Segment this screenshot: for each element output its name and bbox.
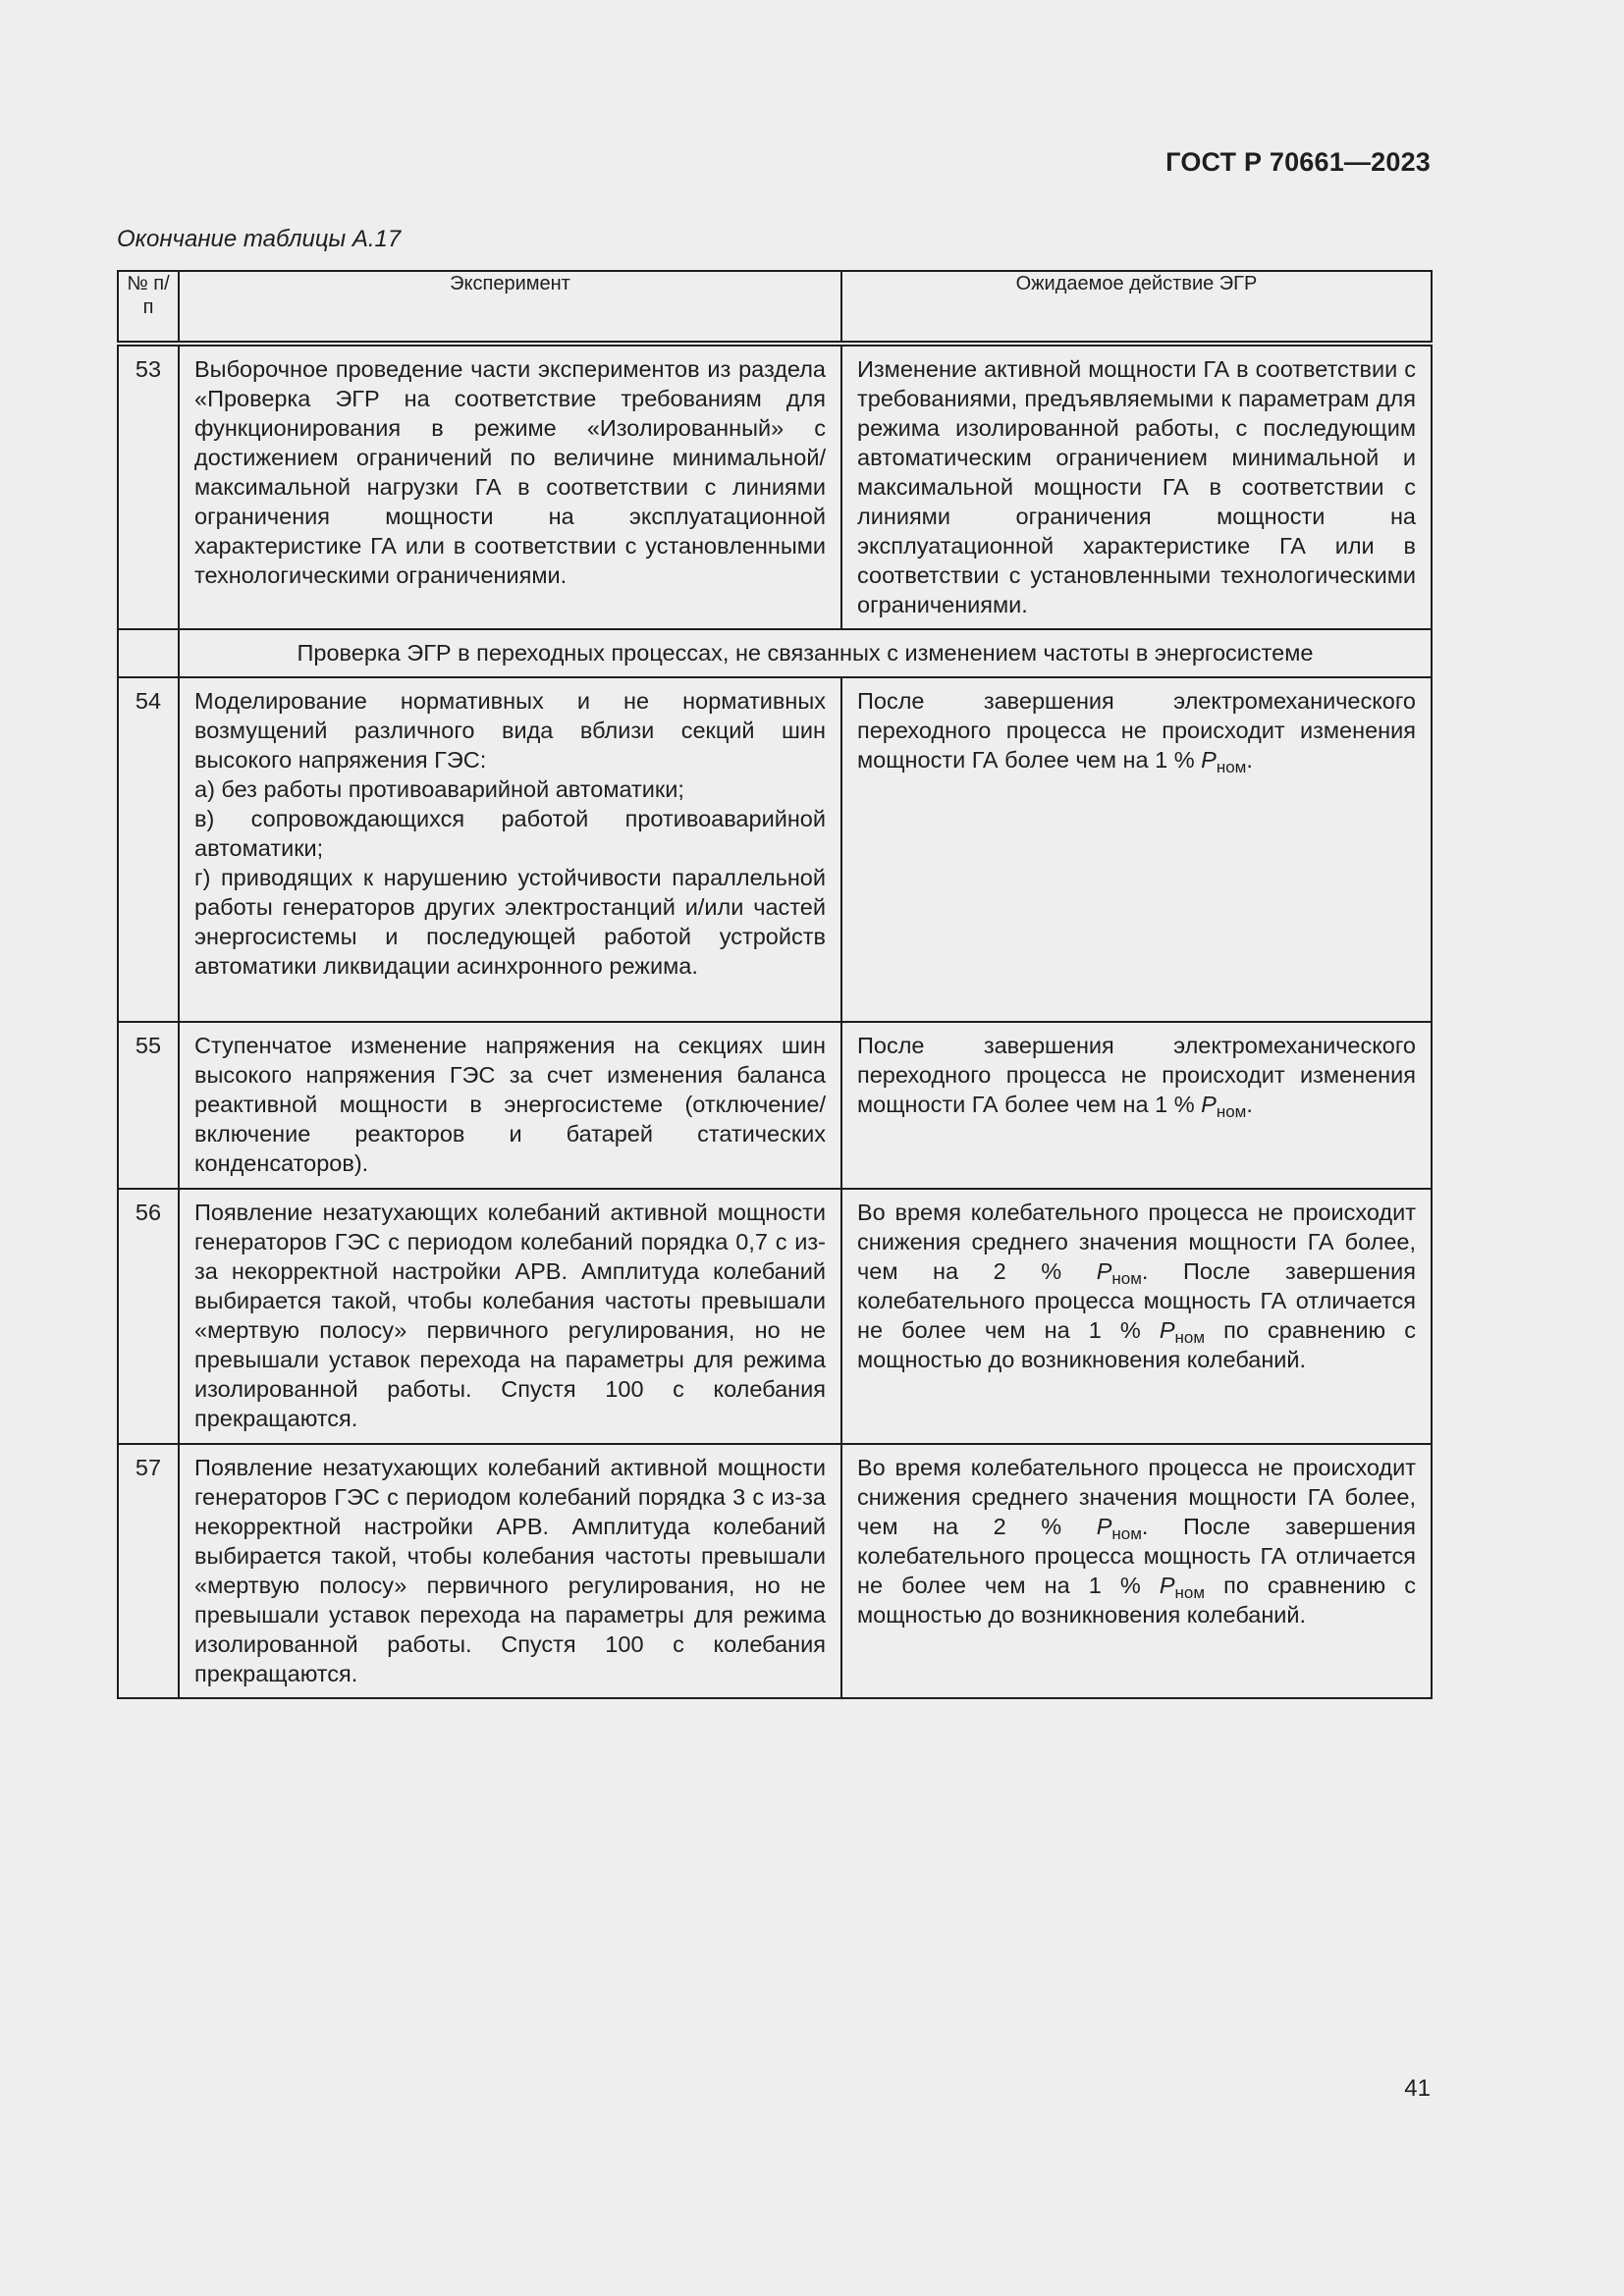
action-end: .	[1246, 1092, 1253, 1117]
p-subscript: ном	[1111, 1524, 1142, 1543]
action-cell	[841, 1444, 1432, 1698]
action-part2: . После завершения колебательного процесса мощность ГА отличается не более чем на 1 %	[857, 1258, 1416, 1343]
p-subscript: ном	[1216, 1102, 1247, 1121]
requirements-table	[117, 270, 1433, 1699]
experiment-cell: Ступенчатое изменение напряжения на секциях шин высокого напряжения ГЭС за счет изменения баланса реактивной мощности в энергосистеме (отключение/включение реакторов и батарей статических конденсаторов).	[179, 1022, 841, 1189]
experiment-item-a: а) без работы противоаварийной автоматики;	[194, 776, 684, 802]
action-part3: по сравнению с мощностью до возникновения колебаний.	[857, 1573, 1416, 1628]
section-title: Проверка ЭГР в переходных процессах, не связанных с изменением частоты в энергосистеме	[179, 629, 1432, 677]
action-cell	[841, 1189, 1432, 1444]
experiment-item-c: г) приводящих к нарушению устойчивости параллельной работы генераторов других электростанций и/или частей энергосистемы и последующей работой устройств автоматики ликвидации асинхронного режима.	[194, 865, 826, 979]
table-row	[118, 1189, 1432, 1444]
p-symbol: P	[1159, 1573, 1175, 1598]
p-symbol: P	[1096, 1258, 1112, 1284]
experiment-cell: Выборочное проведение части экспериментов из раздела «Проверка ЭГР на соответствие требованиям для функционирования в режиме «Изолированный» с достижением ограничений по величине минимальной/максимальной нагрузки ГА в соответствии с линиями ограничения мощности на эксплуатационной характеристике ГА или в соответствии с установленными технологическими ограничениями.	[179, 344, 841, 629]
table-caption: Окончание таблицы А.17	[117, 226, 402, 252]
action-cell: Изменение активной мощности ГА в соответствии с требованиями, предъявляемыми к параметрам для режима изолированной работы, с последующим автоматическим ограничением минимальной и максимальной мощности ГА в соответствии с линиями ограничения мощности на эксплуатационной характеристике ГА или в соответствии с установленными технологическими ограничениями.	[841, 344, 1432, 629]
p-subscript: ном	[1111, 1269, 1142, 1288]
action-text: После завершения электромеханического переходного процесса не происходит изменения мощности ГА более чем на 1 %	[857, 688, 1416, 773]
action-text: После завершения электромеханического переходного процесса не происходит изменения мощности ГА более чем на 1 %	[857, 1033, 1416, 1117]
section-row	[118, 629, 1432, 677]
header-action: Ожидаемое действие ЭГР	[841, 271, 1432, 344]
action-part1: Во время колебательного процесса не происходит снижения среднего значения мощности ГА более, чем на 2 %	[857, 1455, 1416, 1539]
header-experiment: Эксперимент	[179, 271, 841, 344]
document-code: ГОСТ Р 70661—2023	[1165, 147, 1431, 177]
experiment-cell: Появление незатухающих колебаний активной мощности генераторов ГЭС с периодом колебаний порядка 3 с из-за некорректной настройки АРВ. Амплитуда колебаний выбирается такой, чтобы колебания частоты превышали «мертвую полосу» первичного регулирования, но не превышали уставок перехода на параметры для режима изолированной работы. Спустя 100 с колебания прекращаются.	[179, 1444, 841, 1698]
action-part2: . После завершения колебательного процесса мощность ГА отличается не более чем на 1 %	[857, 1514, 1416, 1598]
action-cell	[841, 677, 1432, 1022]
row-number: 54	[118, 677, 179, 1022]
row-number: 55	[118, 1022, 179, 1189]
header-num: № п/п	[118, 271, 179, 344]
action-end: .	[1246, 747, 1253, 773]
experiment-intro: Моделирование нормативных и не нормативных возмущений различного вида вблизи секций шин высокого напряжения ГЭС:	[194, 688, 826, 773]
table-row	[118, 677, 1432, 1022]
row-number: 53	[118, 344, 179, 629]
p-subscript: ном	[1216, 758, 1247, 776]
table-row	[118, 1022, 1432, 1189]
p-symbol: P	[1201, 747, 1217, 773]
action-part1: Во время колебательного процесса не происходит снижения среднего значения мощности ГА более, чем на 2 %	[857, 1200, 1416, 1284]
row-number: 56	[118, 1189, 179, 1444]
p-subscript: ном	[1174, 1328, 1206, 1347]
table-row	[118, 344, 1432, 629]
p-symbol: P	[1201, 1092, 1217, 1117]
experiment-cell	[179, 677, 841, 1022]
p-subscript: ном	[1174, 1583, 1206, 1602]
row-number: 57	[118, 1444, 179, 1698]
experiment-cell: Появление незатухающих колебаний активной мощности генераторов ГЭС с периодом колебаний порядка 0,7 с из-за некорректной настройки АРВ. Амплитуда колебаний выбирается такой, чтобы колебания частоты превышали «мертвую полосу» первичного регулирования, но не превышали уставок перехода на параметры для режима изолированной работы. Спустя 100 с колебания прекращаются.	[179, 1189, 841, 1444]
p-symbol: P	[1159, 1317, 1175, 1343]
section-empty-cell	[118, 629, 179, 677]
action-cell	[841, 1022, 1432, 1189]
table-header-row	[118, 271, 1432, 344]
page-number: 41	[1404, 2075, 1431, 2102]
p-symbol: P	[1096, 1514, 1112, 1539]
action-part3: по сравнению с мощностью до возникновения колебаний.	[857, 1317, 1416, 1372]
experiment-item-b: в) сопровождающихся работой противоаварийной автоматики;	[194, 806, 826, 861]
table-row	[118, 1444, 1432, 1698]
